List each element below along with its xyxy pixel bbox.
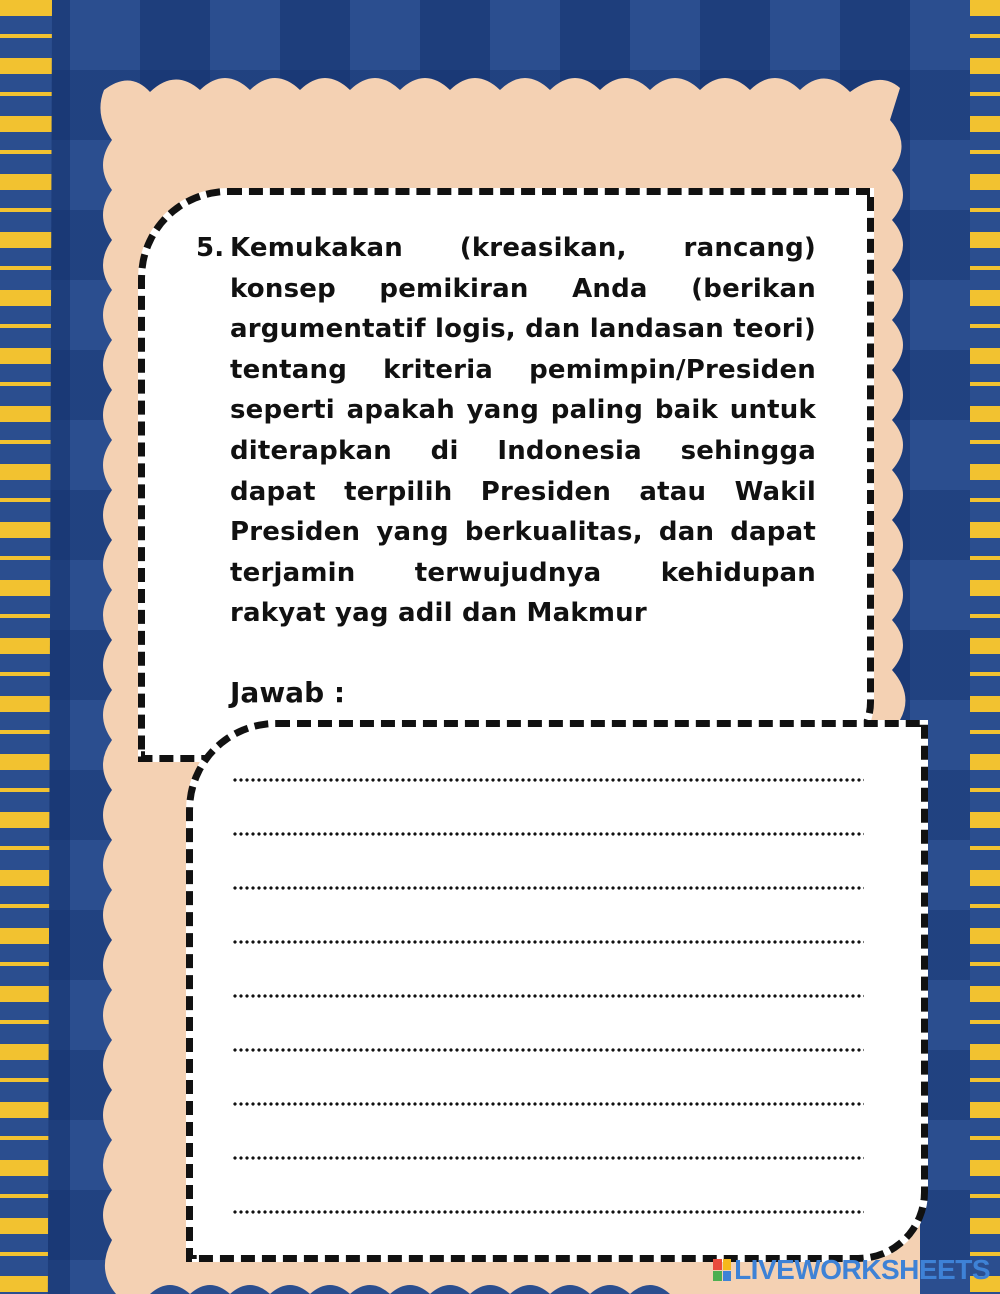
- answer-label: Jawab :: [230, 676, 346, 709]
- answer-line[interactable]: [232, 932, 864, 986]
- answer-line[interactable]: [232, 1202, 864, 1256]
- answer-line[interactable]: [232, 770, 864, 824]
- question-text: Kemukakan (kreasikan, rancang) konsep pemikiran Anda (berikan argumentatif logis, dan landasan teori) tentang kriteria pemimpin/Presiden seperti apakah yang paling baik untuk diterapkan di Indonesia sehingga dapat terpilih Presiden atau Wakil Presiden yang berkualitas, dan dapat terjamin terwujudnya kehidupan rakyat yag adil dan Makmur: [230, 233, 816, 629]
- answer-line[interactable]: [232, 878, 864, 932]
- answer-line[interactable]: [232, 1040, 864, 1094]
- question-text-block: [196, 228, 816, 634]
- liveworksheets-brand: [713, 1254, 990, 1286]
- answer-line[interactable]: [232, 986, 864, 1040]
- brand-name: LIVEWORKSHEETS: [734, 1254, 990, 1285]
- answer-line[interactable]: [232, 824, 864, 878]
- answer-line[interactable]: [232, 1094, 864, 1148]
- answer-line[interactable]: [232, 1148, 864, 1202]
- question-number: 5.: [196, 233, 225, 263]
- liveworksheets-logo-icon: [713, 1259, 731, 1281]
- answer-lines[interactable]: [232, 770, 864, 1256]
